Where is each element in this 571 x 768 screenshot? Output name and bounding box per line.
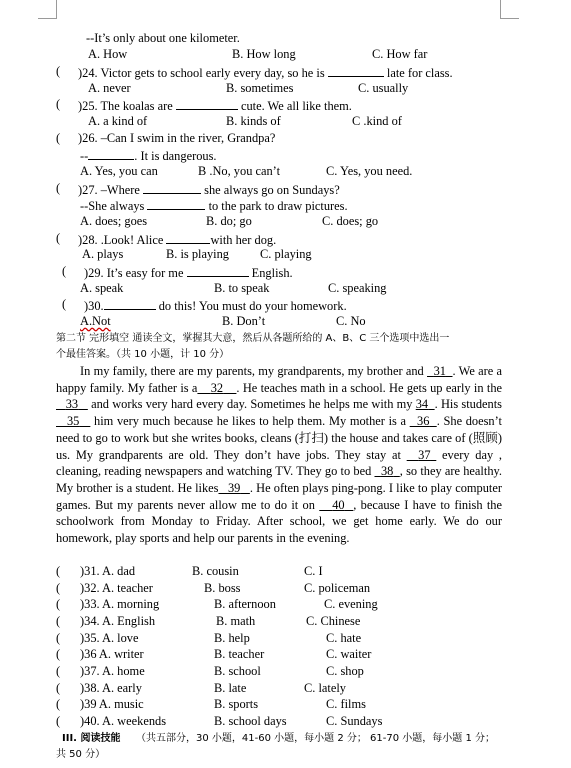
question-stem: )28. .Look! Alice with her dog. (78, 230, 276, 249)
question-stem: )24. Victor gets to school early every day, so he is late for class. (78, 63, 453, 82)
answer-paren: ( (56, 97, 61, 111)
option-a: )31. A. dad (80, 564, 136, 578)
option-c: C. playing (260, 247, 312, 261)
blank-31: 31 (433, 364, 446, 378)
answer-paren: ( (62, 264, 67, 278)
option-b: B. sports (214, 697, 259, 711)
option-a: A. does; goes (80, 214, 148, 228)
option-c: C. No (336, 314, 366, 328)
blank-40: 40 (332, 497, 345, 512)
option-c: C. Yes, you need. (326, 164, 413, 178)
option-c: C. shop (326, 664, 364, 678)
question-stem: )30. do this! You must do your homework. (84, 296, 347, 315)
option-a: )37. A. home (80, 664, 145, 678)
answer-blank (143, 180, 201, 194)
answer-blank (176, 96, 238, 110)
question-stem: )25. The koalas are cute. We all like them. (78, 96, 352, 115)
answer-blank (187, 263, 249, 277)
answer-blank (328, 63, 384, 77)
answer-paren: ( (56, 231, 61, 245)
question-stem: )26. –Can I swim in the river, Grandpa? (78, 131, 276, 145)
option-b: B. cousin (192, 564, 239, 578)
blank-37: 37 (418, 447, 431, 462)
option-a: )38. A. early (80, 681, 142, 695)
option-c: C. films (326, 697, 366, 711)
option-c: C .kind of (352, 114, 402, 128)
option-c: C. Chinese (306, 614, 361, 628)
reply-line: -- . It is dangerous. (80, 146, 217, 165)
answer-paren: ( (56, 64, 61, 78)
option-c: C. lately (304, 681, 346, 695)
option-c: C. I (304, 564, 323, 578)
option-c: C. Sundays (326, 714, 383, 728)
option-b: B. sometimes (226, 81, 294, 95)
option-a: )35. A. love (80, 631, 139, 645)
option-a: A.Not (80, 314, 111, 328)
blank-39: 39 (227, 480, 241, 495)
option-b: B. school (214, 664, 261, 678)
option-a: )36 A. writer (80, 647, 144, 661)
option-b: B .No, you can’t (198, 164, 281, 178)
answer-paren: ( (56, 181, 61, 195)
option-a: A. never (88, 81, 131, 95)
option-a: )34. A. English (80, 614, 156, 628)
option-b: B. teacher (214, 647, 265, 661)
answer-blank (147, 196, 205, 210)
option-b: B. afternoon (214, 597, 276, 611)
option-b: B. kinds of (226, 114, 281, 128)
option-b: B. to speak (214, 281, 270, 295)
option-a: A. Yes, you can (80, 164, 158, 178)
option-c: C. hate (326, 631, 362, 645)
option-a: )40. A. weekends (80, 714, 167, 728)
section-instruction: 第二节 完形填空 通读全文，掌握其大意，然后从各题所给的 A、B、C 三个选项中选出一 (56, 333, 450, 344)
answer-blank (166, 230, 210, 244)
option-c: C. does; go (322, 214, 379, 228)
option-b: B. is playing (166, 247, 229, 261)
option-b: B. do; go (206, 214, 252, 228)
reply-line: --She always to the park to draw pictures. (80, 196, 348, 215)
question-stem: )27. –Where she always go on Sundays? (78, 180, 340, 199)
option-a: A. speak (80, 281, 124, 295)
margin-corner-mark (500, 0, 519, 19)
option-b: B. boss (204, 581, 241, 595)
option-a: A. How (88, 47, 128, 61)
option-a: )39 A. music (80, 697, 144, 711)
option-b: B. help (214, 631, 250, 645)
option-c: C. usually (358, 81, 409, 95)
option-b: B. How long (232, 47, 296, 61)
blank-32: 32 (210, 380, 224, 395)
option-c: C. policeman (304, 581, 371, 595)
option-b: B. math (216, 614, 256, 628)
option-a: )33. A. morning (80, 597, 160, 611)
section-score: 个最佳答案。（共 10 小题，计 10 分） (56, 349, 230, 360)
option-a: )32. A. teacher (80, 581, 153, 595)
blank-36: 36 (417, 414, 430, 429)
cloze-passage: In my family, there are my parents, my grandparents, my brother and 31 . We are a happy family. My father is a 32 . He teaches math in a school. He gets up early in the 33 and works very hard every day. Sometimes he helps me with my 34 . His students 35 him very much because he likes to help them. My mother is a 36 . She doesn’t need to go to work but she writes books, cleans (打扫) the house and takes care of (照顾) us. My grandparents are old. They don’t have jobs. They stay at 37 every day , cleaning, reading newspapers and watching TV. They go to bed 38 , so they are healthy. My brother is a student. He likes 39 . He often plays ping-pong. I like to play computer games. But my parents never allow me to do it on 40 , because I have to finish the schoolwork from Monday to Friday. After school, we get home early. We do our homework, play sports and help our parents in the evening. (56, 364, 503, 546)
answer-blank (104, 296, 156, 310)
part3-score: （共五部分，30 小题，41-60 小题，每小题 2 分； 61-70 小题，每小题 1 分； (136, 733, 495, 744)
question-stem: )29. It’s easy for me English. (84, 263, 293, 282)
option-b: B. school days (214, 714, 287, 728)
option-a: A. plays (82, 247, 124, 261)
option-b: B. Don’t (222, 314, 266, 328)
option-c: C. evening (324, 597, 378, 611)
margin-corner-mark (38, 0, 57, 19)
blank-33: 33 (65, 397, 79, 412)
answer-line: --It’s only about one kilometer. (86, 31, 240, 45)
option-a: A. a kind of (88, 114, 148, 128)
option-b: B. late (214, 681, 247, 695)
option-c: C. waiter (326, 647, 372, 661)
option-c: C. speaking (328, 281, 387, 295)
part3-total: 共 50 分） (56, 749, 106, 760)
blank-38: 38 (380, 464, 394, 479)
blank-35: 35 (66, 414, 80, 429)
answer-paren: ( (56, 131, 61, 145)
blank-34: 34 (415, 397, 429, 412)
answer-blank (88, 146, 134, 160)
part3-title: III. 阅读技能 (62, 733, 121, 744)
answer-paren: ( (62, 297, 67, 311)
option-c: C. How far (372, 47, 428, 61)
